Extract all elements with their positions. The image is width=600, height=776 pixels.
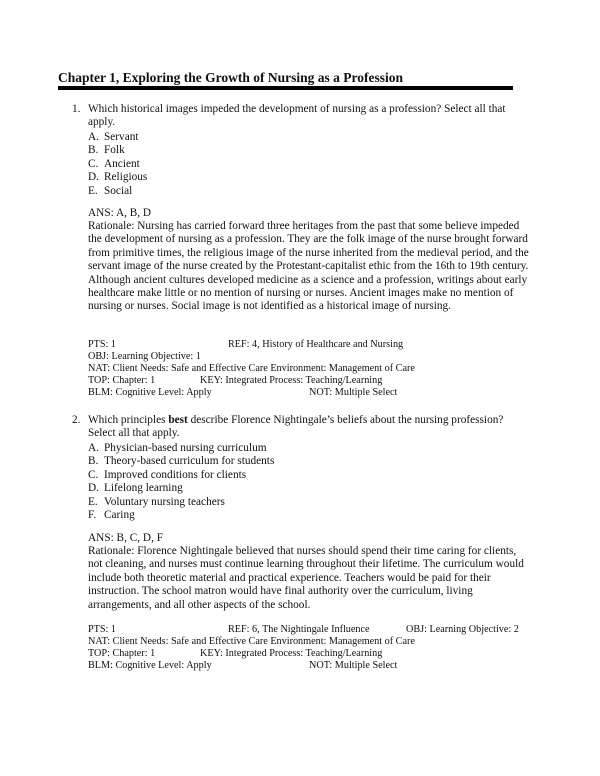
ref: REF: 6, The Nightingale Influence [228, 624, 370, 635]
pts: PTS: 1 [88, 339, 117, 350]
chapter-title: Chapter 1, Exploring the Growth of Nursing as a Profession [58, 70, 404, 85]
title-rule [58, 86, 513, 90]
pts: PTS: 1 [88, 624, 117, 635]
blm: BLM: Cognitive Level: Apply [88, 387, 212, 399]
question-text: Which historical images impeded the development of nursing as a profession? Select all that apply. [88, 103, 506, 129]
blm: BLM: Cognitive Level: Apply [88, 660, 212, 672]
top: TOP: Chapter: 1 [88, 375, 156, 387]
top: TOP: Chapter: 1 [88, 648, 156, 660]
obj: OBJ: Learning Objective: 2 [406, 624, 519, 635]
rationale: Rationale: Florence Nightingale believed that nurses should spend their time caring for clients, not cleaning, and nurses must continue learning throughout their lifetime. The curriculum would include both theoretic material and practical experience. Teachers would be paid for their instruction. The school matron would have final authority over the curriculum, living arrangements, and all other aspects of the school. [88, 545, 524, 611]
question-number: 1. [72, 103, 81, 115]
key: KEY: Integrated Process: Teaching/Learning [200, 648, 383, 660]
not: NOT: Multiple Select [309, 660, 398, 672]
question-number: 2. [72, 414, 81, 426]
nat: NAT: Client Needs: Safe and Effective Care Environment: Management of Care [88, 363, 415, 375]
obj: OBJ: Learning Objective: 1 [88, 351, 201, 363]
ref: REF: 4, History of Healthcare and Nursing [228, 339, 404, 350]
rationale: Rationale: Nursing has carried forward three heritages from the past that some believe impeded the development of nursing as a profession. They are the folk image of the nurse brought forward from primitive times, the religious image of the nurse inherited from the medieval period, and the servant image of the nurse created by the Protestant-capitalist ethic from the 16th to 19th century. Although ancient cultures developed medicine as a science and a profession, writings about early healthcare make little or no mention of nursing or nurses. Ancient images make no mention of nursing or nurses. Social image is not identified as a historical image of nursing. [88, 220, 529, 313]
question-text: Which principles best describe Florence Nightingale’s beliefs about the nursing profession? Select all that apply. [88, 414, 504, 440]
nat: NAT: Client Needs: Safe and Effective Care Environment: Management of Care [88, 636, 415, 648]
answer: ANS: A, B, D [88, 207, 152, 219]
key: KEY: Integrated Process: Teaching/Learning [200, 375, 383, 387]
document-page: Chapter 1, Exploring the Growth of Nursing as a Profession 1. Which historical images impeded the development of nursing as a profession? Select all that apply. A. Servant B. Folk C. Ancient D. Religious E. Social ANS: A, B, D Rationale: Nursing has carried forward three heritages from the past that some believe impeded the development of nursing as a profession. They are the folk image of the nurse brought forward from primitive times, the religious image of the nurse inherited from the medieval period, and the servant image of the nurse created by the Protestant-capitalist ethic from the 16th to 19th century. Although ancient cultures developed medicine as a science and a profession, writings about early healthcare make little or no mention of nursing or nurses. Ancient images make no mention of nursing or nurses. Social image is not identified as a historical image of nursing. PTS: 1 REF: 4, History of Healthcare and Nursing OBJ: Learning Objective: 1 NAT: Client Needs: Safe and Effective Care Environment: Management of Care TOP: Chapter: 1 KEY: Integrated Process: Teaching/Learning BLM: Cognitive Level: Apply NOT: Multiple Select 2. Which principles best describe Florence Nightingale’s beliefs about the nursing profession? Select all that apply. A. Physician-based nursing curriculum B. Theory-based curriculum for students C. Improved conditions for clients D. Lifelong learning E. Voluntary nursing teachers F. Caring ANS: B, C, D, F Rationale: Florence Nightingale believed that nurses should spend their time caring for clients, not cleaning, and nurses must continue learning throughout their lifetime. The curriculum would include both theoretic material and practical experience. Teachers would be paid for their instruction. The school matron would have final authority over the curriculum, living arrangements, and all other aspects of the school. PTS: 1 REF: 6, The Nightingale Influence OBJ: Learning Objective: 2 NAT: Client Needs: Safe and Effective Care Environment: Management of Care TOP: Chapter: 1 KEY: Integrated Process: Teaching/Learning BLM: Cognitive Level: Apply NOT: Multiple Select [58, 70, 529, 672]
not: NOT: Multiple Select [309, 387, 398, 399]
answer: ANS: B, C, D, F [88, 532, 164, 544]
